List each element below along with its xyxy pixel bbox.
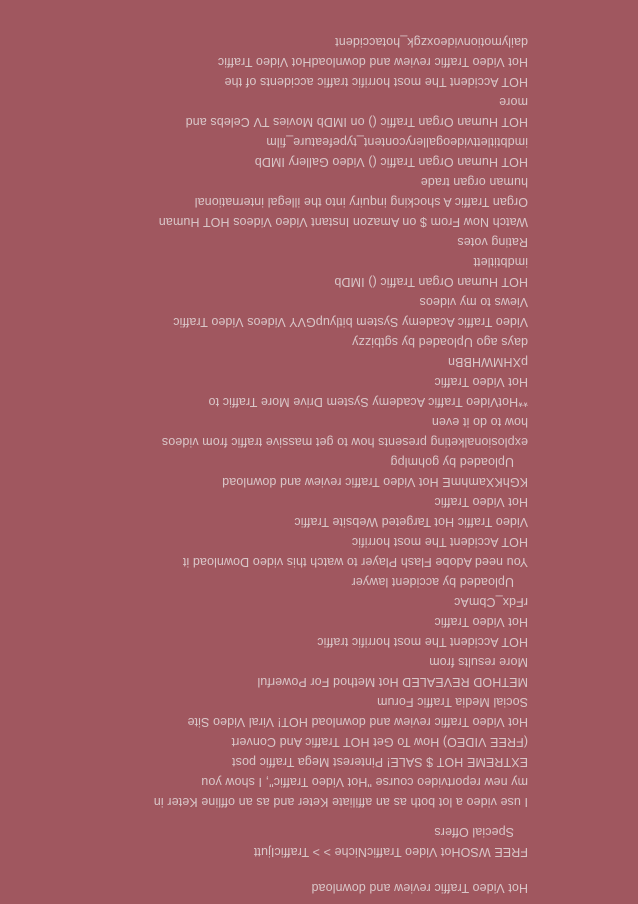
section-heading: Special Offers [434, 825, 514, 839]
text-line: pXHMWHBBn [447, 355, 528, 369]
breadcrumb-line: FREE WSOHot Video TrafficNiche > > TrafficIjutt [253, 845, 528, 859]
text-line: how to do it even [431, 415, 528, 429]
text-line: More results from [429, 655, 528, 669]
text-line: explosionalketing presents how to get massive traffic from videos [161, 435, 528, 449]
text-line: more [499, 95, 528, 109]
text-line: Views to my videos [419, 295, 528, 309]
text-line: Social Media Traffic Forum [376, 695, 528, 709]
text-line: (FREE VIDEO) How To Get HOT Traffic And Convert [231, 735, 528, 749]
text-line: my new reportvideo course "Hot Video Traffic", I show you [201, 775, 528, 789]
text-line: HOT Accident The most horrific traffic [317, 635, 528, 649]
text-line: Hot Video Traffic review and downloadHot Video Traffic [217, 55, 528, 69]
text-line: Video Traffic Academy System bitlyupGVY Videos Video Traffic [173, 315, 528, 329]
text-line: I use video a lot both as an affiliate Keter and as an offline Keter in [153, 795, 528, 809]
text-line: HOT Accident The most horrific traffic accidents of the [224, 75, 528, 89]
document-body [98, 32, 528, 898]
text-line: HOT Human Organ Traffic () on IMDb Movies TV Celebs and [185, 115, 528, 129]
text-line: HOT Human Organ Traffic () Video Gallery IMDb [254, 155, 528, 169]
text-line: **HotVideo Traffic Academy System Drive More Traffic to [208, 395, 528, 409]
text-line: Watch Now From $ on Amazon Instant Video Videos HOT Human [158, 215, 528, 229]
text-line: Uploaded by gohmlpg [390, 455, 514, 469]
text-line: Organ Traffic A shocking inquiry into the illegal international [194, 195, 528, 209]
text-line: HOT Human Organ Traffic () IMDb [334, 275, 528, 289]
text-line: rFdx_CbmAc [454, 595, 528, 609]
text-line: days ago Uploaded by sgtbizzy [352, 335, 528, 349]
text-line: Uploaded by accident lawyer [351, 575, 514, 589]
document-title: Hot Video Traffic review and download [311, 881, 528, 895]
text-line: KGhKXamhmE Hot Video Traffic review and download [222, 475, 528, 489]
text-line: Video Traffic Hot Targeted Website Traffic [294, 515, 528, 529]
text-line: imdbtitlettvideogallerycontent_typefeature_film [266, 135, 528, 149]
text-line: Hot Video Traffic review and download HOT! Viral Video Site [187, 715, 528, 729]
text-line: imdbtitlett [473, 255, 528, 269]
text-line: Rating votes [457, 235, 528, 249]
text-line: human organ trade [420, 175, 528, 189]
text-line: METHOD REVEALED Hot Method For Powerful [257, 675, 528, 689]
text-line: Hot Video Traffic [434, 615, 528, 629]
text-lines [98, 32, 528, 812]
text-line: dailymotionvideoxzgk_hotaccident [335, 35, 528, 49]
text-line: Hot Video Traffic [434, 495, 528, 509]
text-line: You need Adobe Flash Player to watch this video Download it [182, 555, 528, 569]
text-line: Hot Video Traffic [434, 375, 528, 389]
text-line: HOT Accident The most horrific [351, 535, 528, 549]
text-line: EXTREME HOT $ SALE! Pinterest Mega Traffic post [231, 755, 528, 769]
